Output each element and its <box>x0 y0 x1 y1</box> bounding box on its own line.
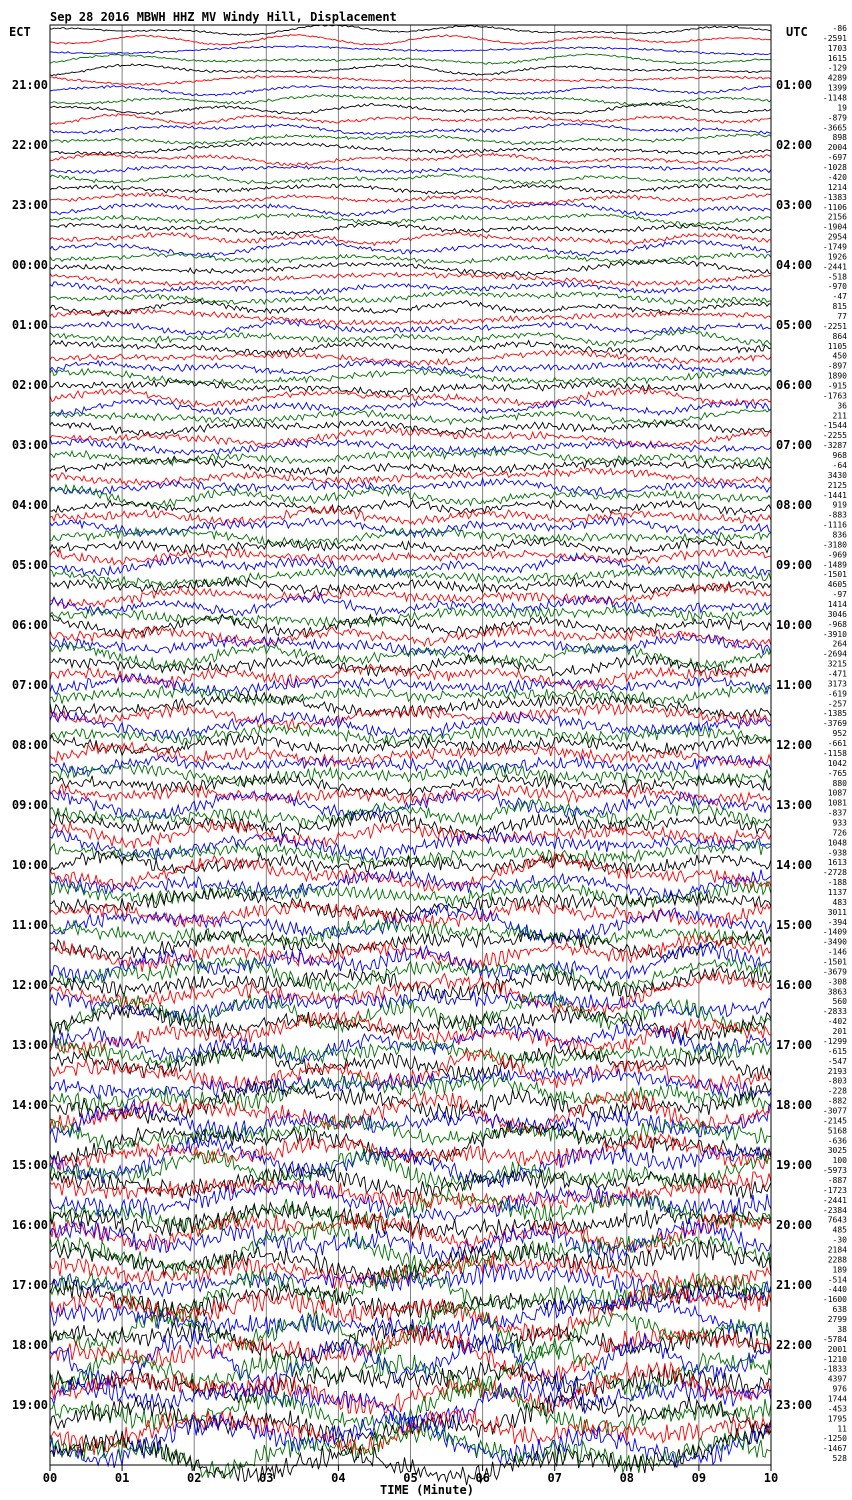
x-tick-label: 02 <box>186 1471 202 1485</box>
trace-offset-label: -1409 <box>822 927 847 937</box>
utc-hour-label: 11:00 <box>776 678 813 692</box>
utc-hour-label: 22:00 <box>776 1338 813 1352</box>
trace-offset-label: -146 <box>827 947 847 957</box>
trace-offset-label: -3490 <box>822 937 847 947</box>
trace-offset-label: 836 <box>832 530 847 540</box>
ect-hour-label: 19:00 <box>11 1398 48 1412</box>
trace-offset-label: -471 <box>827 669 847 679</box>
trace-offset-label: -2833 <box>822 1007 847 1017</box>
trace-offset-label: -420 <box>827 172 847 182</box>
utc-hour-label: 23:00 <box>776 1398 813 1412</box>
left-axis-label: ECT <box>9 25 31 39</box>
utc-hour-label: 12:00 <box>776 738 813 752</box>
utc-hour-labels <box>776 78 812 1412</box>
ect-hour-label: 06:00 <box>11 618 48 632</box>
ect-hour-label: 01:00 <box>11 318 48 332</box>
ect-hour-label: 08:00 <box>11 738 48 752</box>
trace-offset-label: 11 <box>837 1424 847 1434</box>
utc-hour-label: 21:00 <box>776 1278 813 1292</box>
ect-hour-label: 15:00 <box>11 1158 48 1172</box>
utc-hour-label: 06:00 <box>776 378 813 392</box>
ect-hour-label: 00:00 <box>11 258 48 272</box>
trace-offset-label: -897 <box>827 361 847 371</box>
chart-title: Sep 28 2016 MBWH HHZ MV Windy Hill, Displacement <box>50 10 397 24</box>
trace-offset-label: 19 <box>837 103 847 113</box>
right-axis-label: UTC <box>786 25 808 39</box>
trace-offset-label: -970 <box>827 282 847 292</box>
trace-offset-label: -615 <box>827 1046 847 1056</box>
trace-offset-label: 485 <box>832 1225 847 1235</box>
trace-offset-label: 1926 <box>827 252 847 262</box>
ect-hour-label: 14:00 <box>11 1098 48 1112</box>
x-tick-label: 05 <box>403 1471 418 1485</box>
trace-offset-label: -803 <box>827 1076 847 1086</box>
trace-offset-label: 898 <box>832 133 847 143</box>
trace-offset-label: -440 <box>827 1285 847 1295</box>
trace-offset-labels <box>823 24 847 1463</box>
trace-offset-label: 1048 <box>827 838 847 848</box>
utc-hour-label: 07:00 <box>776 438 813 452</box>
trace-offset-label: 211 <box>832 411 847 421</box>
trace-offset-label: 1137 <box>827 888 847 897</box>
trace-offset-label: 2004 <box>827 143 847 153</box>
ect-hour-label: 23:00 <box>11 198 48 212</box>
trace-offset-label: -86 <box>832 24 847 33</box>
trace-offset-label: 3173 <box>827 679 847 689</box>
trace-offset-label: -1600 <box>822 1295 847 1305</box>
trace-offset-label: -97 <box>832 590 847 600</box>
trace-offset-label: 201 <box>832 1027 847 1037</box>
ect-hour-label: 16:00 <box>11 1218 48 1232</box>
trace-offset-label: 77 <box>837 312 847 321</box>
trace-offset-label: -1383 <box>822 192 847 202</box>
utc-hour-label: 15:00 <box>776 918 813 932</box>
trace-offset-label: -1028 <box>822 163 847 173</box>
trace-offset-label: -228 <box>827 1086 847 1096</box>
trace-offset-label: -518 <box>827 272 847 282</box>
trace-offset-label: 1081 <box>827 798 847 808</box>
trace-offset-label: 189 <box>832 1265 847 1275</box>
trace-offset-label: -47 <box>832 292 847 302</box>
ect-hour-label: 12:00 <box>11 978 48 992</box>
ect-hour-label: 13:00 <box>11 1038 48 1052</box>
ect-hour-label: 17:00 <box>11 1278 48 1292</box>
trace-offset-label: -308 <box>827 977 847 987</box>
trace-offset-label: -1299 <box>822 1036 847 1046</box>
trace-offset-label: 1703 <box>827 43 847 53</box>
trace-offset-label: 1795 <box>827 1414 847 1424</box>
trace-offset-label: -661 <box>827 739 847 749</box>
trace-offset-label: -2145 <box>822 1116 847 1126</box>
trace-offset-label: 7643 <box>827 1215 847 1225</box>
trace-offset-label: -2694 <box>822 649 847 659</box>
ect-hour-label: 07:00 <box>11 678 48 692</box>
x-axis-ticks <box>43 1465 778 1485</box>
utc-hour-label: 05:00 <box>776 318 813 332</box>
utc-hour-label: 10:00 <box>776 618 813 632</box>
trace-offset-label: -1723 <box>822 1185 847 1195</box>
trace-offset-label: -3665 <box>822 123 847 133</box>
trace-offset-label: 976 <box>832 1384 847 1394</box>
trace-offset-label: -1106 <box>822 202 847 212</box>
trace-offset-label: -1441 <box>822 490 847 500</box>
trace-offset-label: -3287 <box>822 441 847 451</box>
trace-offset-label: 638 <box>832 1305 847 1315</box>
trace-offset-label: -883 <box>827 510 847 520</box>
trace-offset-label: 1042 <box>827 758 847 768</box>
trace-offset-label: 2184 <box>827 1245 847 1255</box>
trace-offset-label: -3077 <box>822 1106 847 1116</box>
trace-offset-label: -257 <box>827 699 847 709</box>
utc-hour-label: 18:00 <box>776 1098 813 1112</box>
trace-offset-label: -879 <box>827 113 847 123</box>
trace-offset-label: 1615 <box>827 53 847 63</box>
ect-hour-label: 02:00 <box>11 378 48 392</box>
trace-offset-label: -1544 <box>822 421 847 431</box>
trace-offset-label: -765 <box>827 768 847 778</box>
trace-offset-label: -402 <box>827 1017 847 1027</box>
trace-offset-label: 38 <box>837 1324 847 1334</box>
x-tick-label: 08 <box>619 1471 635 1485</box>
ect-hour-label: 18:00 <box>11 1338 48 1352</box>
trace-offset-label: 4605 <box>827 580 847 590</box>
trace-offset-label: 2193 <box>827 1066 847 1076</box>
trace-offset-label: 968 <box>832 451 847 461</box>
trace-offset-label: 4397 <box>827 1374 847 1384</box>
trace-offset-label: -1501 <box>822 957 847 967</box>
trace-offset-label: 2288 <box>827 1255 847 1265</box>
trace-offset-label: 3215 <box>827 659 847 669</box>
trace-offset-label: 880 <box>832 778 847 788</box>
trace-offset-label: -1158 <box>822 748 847 758</box>
trace-offset-label: -1501 <box>822 570 847 580</box>
trace-offset-label: -1210 <box>822 1354 847 1364</box>
trace-offset-label: -453 <box>827 1404 847 1414</box>
trace-offset-label: 919 <box>832 500 847 510</box>
trace-offset-label: -1385 <box>822 709 847 719</box>
utc-hour-label: 20:00 <box>776 1218 813 1232</box>
trace-offset-label: -1116 <box>822 520 847 530</box>
trace-offset-label: 726 <box>832 828 847 838</box>
trace-offset-label: -2384 <box>822 1205 847 1215</box>
trace-offset-label: 1744 <box>827 1394 847 1404</box>
utc-hour-label: 04:00 <box>776 258 813 272</box>
trace-offset-label: -1763 <box>822 391 847 401</box>
trace-offset-label: 36 <box>837 401 847 411</box>
ect-hour-label: 11:00 <box>11 918 48 932</box>
x-tick-label: 10 <box>763 1471 779 1485</box>
utc-hour-label: 13:00 <box>776 798 813 812</box>
ect-hour-label: 03:00 <box>11 438 48 452</box>
trace-offset-label: 3025 <box>827 1146 847 1156</box>
trace-offset-label: -2441 <box>822 262 847 272</box>
utc-hour-label: 14:00 <box>776 858 813 872</box>
trace-offset-label: -968 <box>827 619 847 629</box>
trace-offset-label: -3910 <box>822 629 847 639</box>
trace-offset-label: -2251 <box>822 321 847 331</box>
trace-offset-label: 2001 <box>827 1344 847 1354</box>
x-tick-label: 03 <box>259 1471 274 1485</box>
trace-offset-label: -1148 <box>822 93 847 103</box>
utc-hour-label: 08:00 <box>776 498 813 512</box>
trace-offset-label: -619 <box>827 689 847 699</box>
ect-hour-labels <box>12 78 48 1412</box>
x-tick-label: 00 <box>42 1471 58 1485</box>
trace-offset-label: -188 <box>827 878 847 888</box>
trace-offset-label: -3679 <box>822 967 847 977</box>
trace-offset-label: -3180 <box>822 540 847 550</box>
x-tick-label: 09 <box>691 1471 707 1485</box>
trace-offset-label: 3011 <box>827 907 847 917</box>
utc-hour-label: 16:00 <box>776 978 813 992</box>
trace-offset-label: 2954 <box>827 232 847 242</box>
trace-offset-label: -1749 <box>822 242 847 252</box>
trace-offset-label: 3430 <box>827 470 847 480</box>
trace-offset-label: -514 <box>827 1275 847 1285</box>
trace-offset-label: -30 <box>832 1235 847 1245</box>
trace-offset-label: -1833 <box>822 1364 847 1374</box>
utc-hour-label: 02:00 <box>776 138 813 152</box>
trace-offset-label: -969 <box>827 550 847 560</box>
trace-offset-label: -1904 <box>822 222 847 232</box>
x-axis-label: TIME (Minute) <box>380 1483 474 1497</box>
trace-offset-label: 933 <box>832 818 847 828</box>
trace-offset-label: -2728 <box>822 868 847 878</box>
trace-offset-label: 483 <box>832 897 847 907</box>
trace-offset-label: -2591 <box>822 33 847 43</box>
trace-offset-label: 264 <box>832 639 847 649</box>
trace-offset-label: 2125 <box>827 480 847 490</box>
ect-hour-label: 05:00 <box>11 558 48 572</box>
trace-offset-label: 864 <box>832 331 847 341</box>
ect-hour-label: 10:00 <box>11 858 48 872</box>
trace-offset-label: -5973 <box>822 1166 847 1176</box>
trace-offset-label: -938 <box>827 848 847 858</box>
trace-offset-label: -547 <box>827 1056 847 1066</box>
trace-offset-label: 450 <box>832 351 847 361</box>
trace-offset-label: -837 <box>827 808 847 818</box>
trace-offset-label: -697 <box>827 153 847 163</box>
x-tick-label: 04 <box>331 1471 346 1485</box>
trace-offset-label: -129 <box>827 63 847 73</box>
trace-offset-label: 5168 <box>827 1126 847 1136</box>
trace-offset-label: -2255 <box>822 431 847 441</box>
trace-offset-label: 1399 <box>827 83 847 93</box>
ect-hour-label: 09:00 <box>11 798 48 812</box>
ect-hour-label: 21:00 <box>11 78 48 92</box>
trace-offset-label: -394 <box>827 917 847 927</box>
trace-offset-label: 4289 <box>827 73 847 83</box>
trace-offset-label: -915 <box>827 381 847 391</box>
x-tick-label: 07 <box>547 1471 562 1485</box>
ect-hour-label: 04:00 <box>11 498 48 512</box>
trace-offset-label: 100 <box>832 1156 847 1166</box>
trace-offset-label: 1890 <box>827 371 847 381</box>
trace-offset-label: 3863 <box>827 987 847 997</box>
trace-offset-label: -636 <box>827 1136 847 1146</box>
ect-hour-label: 22:00 <box>11 138 48 152</box>
trace-offset-label: -1250 <box>822 1434 847 1444</box>
trace-offset-label: -887 <box>827 1176 847 1185</box>
x-tick-label: 01 <box>114 1471 130 1485</box>
trace-offset-label: -2441 <box>822 1195 847 1205</box>
trace-offset-label: 815 <box>832 302 847 312</box>
trace-offset-label: 1087 <box>827 788 847 798</box>
trace-offset-label: 1414 <box>827 600 847 609</box>
utc-hour-label: 17:00 <box>776 1038 813 1052</box>
x-tick-label: 06 <box>475 1471 490 1485</box>
trace-offset-label: 3046 <box>827 609 847 619</box>
utc-hour-label: 03:00 <box>776 198 813 212</box>
trace-offset-label: 1214 <box>827 182 847 192</box>
trace-offset-label: -882 <box>827 1096 847 1106</box>
utc-hour-label: 09:00 <box>776 558 813 572</box>
trace-offset-label: 952 <box>832 729 847 739</box>
trace-offset-label: -5784 <box>822 1334 847 1344</box>
trace-offset-label: 2799 <box>827 1315 847 1325</box>
utc-hour-label: 01:00 <box>776 78 813 92</box>
trace-offset-label: 2156 <box>827 212 847 222</box>
trace-offset-label: 560 <box>832 997 847 1007</box>
trace-offset-label: -64 <box>832 460 847 470</box>
trace-offset-label: 528 <box>832 1454 847 1464</box>
trace-offset-label: 1105 <box>827 341 847 351</box>
trace-offset-label: 1613 <box>827 858 847 868</box>
trace-offset-label: -1467 <box>822 1444 847 1454</box>
utc-hour-label: 19:00 <box>776 1158 813 1172</box>
trace-offset-label: -1489 <box>822 560 847 570</box>
trace-offset-label: -3769 <box>822 719 847 729</box>
